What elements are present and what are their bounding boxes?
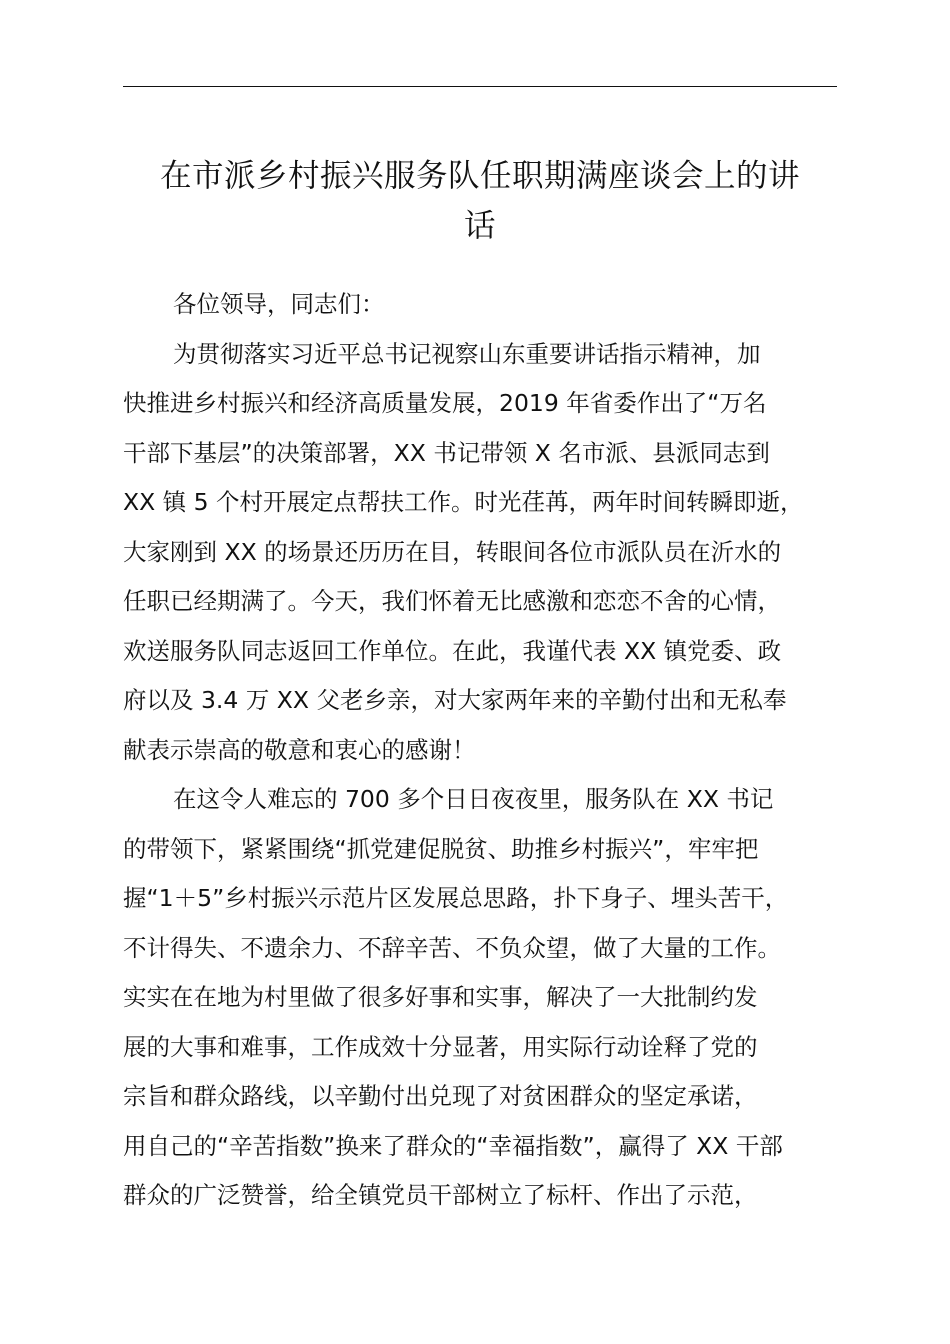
paragraph-1 [123, 330, 865, 776]
paragraph-line: XX 镇 5 个村开展定点帮扶工作。时光荏苒，两年时间转瞬即逝， [123, 488, 804, 516]
paragraph-line: 在这令人难忘的 700 多个日日夜夜里，服务队在 XX 书记 [173, 785, 774, 813]
salutation: 各位领导，同志们： [173, 290, 385, 318]
paragraph-line: 用自己的“辛苦指数”换来了群众的“幸福指数”，赢得了 XX 干部 [123, 1131, 783, 1160]
paragraph-line: 欢送服务队同志返回工作单位。在此，我谨代表 XX 镇党委、政 [123, 636, 782, 665]
paragraph-line: 快推进乡村振兴和经济高质量发展，2019 年省委作出了“万名 [123, 389, 767, 417]
paragraph-2 [123, 775, 865, 1221]
title-line: 话 [463, 207, 496, 244]
paragraph-line: 实实在在地为村里做了很多好事和实事，解决了一大批制约发 [123, 983, 758, 1011]
document-body [123, 280, 865, 1221]
paragraph-line: 的带领下，紧紧围绕“抓党建促脱贫、助推乡村振兴”，牢牢把 [123, 834, 759, 863]
title-line: 在市派乡村振兴服务队任职期满座谈会上的讲 [159, 158, 800, 194]
paragraph-line: 献表示崇高的敬意和衷心的感谢！ [123, 735, 476, 764]
paragraph-line: 群众的广泛赞誉，给全镇党员干部树立了标杆、作出了示范， [123, 1181, 758, 1209]
paragraph-line: 任职已经期满了。今天，我们怀着无比感激和恋恋不舍的心情， [123, 587, 781, 615]
paragraph-line: 为贯彻落实习近平总书记视察山东重要讲话指示精神，加 [173, 339, 761, 368]
paragraph-line: 府以及 3.4 万 XX 父老乡亲，对大家两年来的辛勤付出和无私奉 [123, 686, 787, 714]
header-rule [123, 86, 837, 87]
paragraph-line: 大家刚到 XX 的场景还历历在目，转眼间各位市派队员在沂水的 [123, 537, 782, 566]
paragraph-line: 干部下基层”的决策部署，XX 书记带领 X 名市派、县派同志到 [123, 438, 770, 467]
paragraph-line: 宗旨和群众路线，以辛勤付出兑现了对贫困群众的坚定承诺， [123, 1082, 758, 1110]
document-title [112, 152, 848, 251]
paragraph-line: 握“1＋5”乡村振兴示范片区发展总思路，扑下身子、埋头苦干， [123, 884, 789, 912]
paragraph-line: 不计得失、不遗余力、不辞辛苦、不负众望，做了大量的工作。 [123, 933, 781, 962]
paragraph-line: 展的大事和难事，工作成效十分显著，用实际行动诠释了党的 [123, 1032, 758, 1061]
